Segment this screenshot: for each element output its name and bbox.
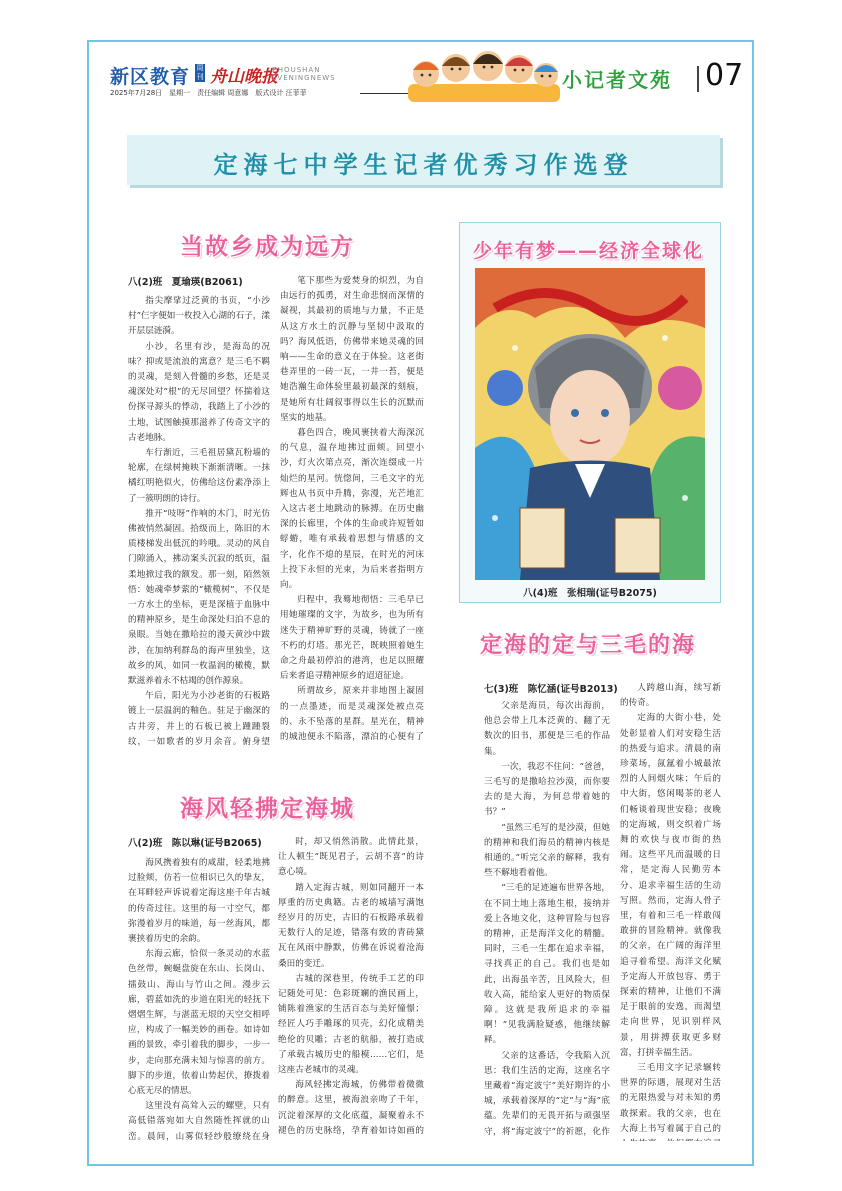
- article2-byline: 八(2)班 陈以琳(证号B2065): [128, 838, 262, 849]
- paragraph: 小沙，名里有沙，是海岛的况味？抑或是流浪的寓意？是三毛不羁的灵魂，是刻入骨髓的乡愁，还是灵魂深处对“根”的无尽回望？怀揣着这份探寻源头的悸动，我踏上了小沙的土地，试图触摸那滋养了传奇文字的古老地脉。: [128, 341, 270, 443]
- paragraph: 所谓故乡，原来并非地图上凝固的一点墨迹，而是灵魂深处被点亮的、永不坠落的星群。星光在，精神的城池便永不陷落，漂泊的心便有了: [280, 686, 424, 743]
- article1-column-1: [128, 294, 270, 746]
- feature-title: 定海七中学生记者优秀习作选登: [213, 151, 634, 179]
- article3-title: 定海的定与三毛的海: [480, 633, 697, 658]
- article2-title: 海风轻拂定海城: [180, 796, 355, 822]
- paragraph: 时，却又悄然消散。此情此景，让人顿生“既见君子，云胡不喜”的诗意心境。: [278, 837, 424, 878]
- paragraph: 古城的深巷里，传统手工艺的印记随处可见：色彩斑斓的渔民画上，铺陈着渔家的生活百态与美好憧憬；经匠人巧手雕琢的贝壳，幻化成精美绝伦的贝雕；古老的航船，被打造成了承载古城历史的船模……它们，是这座古老城市的灵魂。: [278, 973, 424, 1076]
- paragraph: 定海的大街小巷，处处彰显着人们对安稳生活的热爱与追求。清晨的南珍菜场，氤氲着小城最浓烈的人间烟火味；午后的中大街，悠闲喝茶的老人们畅谈着现世安稳；夜晚的定海城，则交织着广场舞的欢快与夜市街的热闹。这些平凡而温暖的日常，是定海人民勤劳本分、追求幸福生活的生动写照。然而，定海人骨子里，有着和三毛一样敢闯敢拼的冒险精神。就像我的父亲，在广阔的海洋里追寻着希望。海洋文化赋予定海人开放包容、勇于探索的精神，让他们不满足于眼前的安逸，而渴望走向世界，见识别样风景，用拼搏获取更多财富，打拼幸福生活。: [620, 713, 721, 1058]
- issue-meta: 2025年7月28日 星期一 责任编辑 周意娜 版式设计 汪菲菲: [110, 89, 307, 97]
- masthead-name: 新区教育: [110, 66, 191, 88]
- paragraph: 父亲是海员，每次出海前，他总会带上几本泛黄的、翻了无数次的旧书，那便是三毛的作品集。: [484, 701, 610, 757]
- article2-column-2: [278, 835, 424, 1135]
- paragraph: 海风携着独有的咸甜，轻柔地拂过脸颊，仿若一位相识已久的挚友，在耳畔轻声诉说着定海这座千年古城的传奇过往。这里的每一寸空气，都弥漫着岁月的味道，每一丝海风，都裹挟着历史的余韵。: [128, 858, 270, 945]
- article1-title: 当故乡成为远方: [180, 234, 355, 260]
- paragraph: 人跨越山海，续写新的传奇。: [620, 683, 721, 709]
- paragraph: 踏入定海古城，则如同翻开一本厚重的历史典籍。古老的城墙写满饱经岁月的历史，古旧的石板路承载着无数行人的足迹，错落有致的青砖黛瓦在风雨中静默，仿佛在诉说着沧海桑田的变迁。: [278, 882, 424, 969]
- article3-column-2: [620, 681, 721, 1141]
- masthead-tag: 周刊: [196, 64, 204, 81]
- student-painting-image: [475, 268, 705, 580]
- article2-column-1: [128, 856, 270, 1144]
- paragraph: 归程中，我蓦地彻悟：三毛早已用她璀璨的文字，为故乡，也为所有迷失于精神旷野的灵魂，铸就了一座不朽的灯塔。那光芒，既映照着她生命之舟最初停泊的港湾，也足以照耀后来者追寻精神原乡的迢迢征途。: [280, 595, 424, 682]
- paragraph: 午后，阳光为小沙老街的石板路镀上一层温润的釉色。驻足于幽深的古井旁，井上的石板已被上踵踵裂纹，一如歌者的岁月余音。俯身望: [128, 691, 270, 746]
- children-cartoon-icon: [404, 44, 564, 104]
- paragraph: “三毛的足迹遍布世界各地，在不同土地上落地生根，接纳并爱上各地文化，这种冒险与包容的精神，正是海洋文化的精髓。同时，三毛一生都在追求幸福，寻找真正的自己。我们也是如此，出海虽辛苦，且风险大，但收入高，能给家人更好的物质保障。这就是我所追求的幸福啊！”见我满脸疑惑，他继续解释。: [484, 883, 610, 1046]
- paragraph: 父亲的这番话，令我陷入沉思：我们生活的定海，这座名字里藏着“海定波宁”美好期许的小城，承载着深厚的“定”与“海”底蕴。先辈们的无畏开拓与顽强坚守，将“海定波宁”的祈愿，化作: [484, 1050, 610, 1137]
- section-separator: [697, 66, 699, 92]
- artwork-caption: 八(4)班 张相瑞(证号B2075): [523, 588, 657, 599]
- paragraph: 笔下那些为爱焚身的炽烈，为自由远行的孤勇，对生命悲悯而深情的凝视，其最初的质地与力量，不正是从这方水土的沉静与坚韧中汲取的吗？海风低语，仿佛带来她灵魂的回响——生命的意义在于体验。这老街巷弄里的一砖一瓦，一井一苔，便是她浩瀚生命体验里最初最深的刻痕，是她所有壮阔叙事得以生长的沉默而坚实的地基。: [280, 276, 424, 423]
- feature-banner: [127, 135, 720, 185]
- article1-column-2: [280, 274, 424, 744]
- paragraph: 这里没有高耸入云的螺壁，只有高低错落宛如大自然随性挥就的山峦。晨间，山雾似轻纱般缭绕在身: [128, 1101, 270, 1142]
- paragraph: 一次，我忍不住问：“爸爸，三毛写的是撒哈拉沙漠，而你要去的是大海，为何总带着她的书？”: [484, 761, 610, 818]
- paragraph: 车行渐近，三毛祖居黛瓦粉墙的轮廓，在绿树掩映下渐渐清晰。一抹橘红明艳似火，仿佛给这份素净添上了一簇明朗的诗行。: [128, 448, 270, 504]
- article3-column-1: [484, 699, 610, 1139]
- paragraph: 推开“吱呀”作响的木门，时光仿佛被悄然凝固。拾级而上，陈旧的木质楼梯发出低沉的吟哦。灵动的风自门隙涌入，拂动案头沉寂的纸页，温柔地掀过我的额发。那一刻，陌然领悟：她魂牵梦萦的“橄榄树”，不仅是一方水土的坐标，更是深植于血脉中的精神原乡，是生命深处归泊不息的泉眼。当她在撒哈拉的漫天黄沙中跋涉，在加纳利群岛的海声里独坐，这故乡的风，如同一枚温润的橄榄，默默滋养着永不枯竭的创作源泉。: [128, 508, 270, 687]
- paragraph: 三毛用文字记录辗转世界的际遇，展现对生活的无限热爱与对未知的勇敢探索。我的父亲，也在大海上书写着属于自己的: [620, 1063, 721, 1134]
- paragraph: “虽然三毛写的是沙漠，但她的精神和我们海员的精神内核是相通的。”听完父亲的解释，我有些不解地看着他。: [484, 822, 610, 879]
- newspaper-logo-en: ZHOUSHAN EVENINGNEWS: [272, 66, 336, 82]
- paragraph: 海风轻拂定海城，仿佛带着微微的醉意。这里，被海浪亲吻了千年，沉淀着深厚的文化底蕴，凝聚着永不褪色的历史脉络，孕育着如诗如画的: [278, 1080, 424, 1135]
- article1-byline: 八(2)班 夏瑜瑛(B2061): [128, 277, 243, 288]
- paragraph: 暮色四合，晚风裹挟着大海深沉的气息，温存地拂过面颊。回望小沙，灯火次第点亮，渐次连缀成一片灿烂的星河。恍惚间，三毛文字的光辉也从书页中升腾，弥漫，光芒地汇入这古老土地跳动的脉搏。在历史幽深的长廊里，个体的生命或许短暂如蜉蝣，唯有承载着思想与情感的文字，化作不熄的星辰，在时光的河床上投下永恒的光束，为后来者指明方向。: [280, 428, 424, 591]
- newspaper-logo: 舟山晚报: [210, 67, 278, 87]
- page-number: 07: [705, 58, 744, 93]
- section-name: 小记者文苑: [562, 68, 672, 92]
- article3-byline: 七(3)班 陈忆涵(证号B2013): [484, 684, 618, 695]
- paragraph: 指尖摩挲过泛黄的书页，“小沙村”仨字便如一枚投入心湖的石子，漾开层层涟漪。: [128, 296, 270, 337]
- artwork-title: 少年有梦——经济全球化: [473, 240, 705, 262]
- paragraph: 东海云廊，恰似一条灵动的水蓝色丝带，蜿蜒盘旋在东山、长岗山、擂鼓山、海山与竹山之间。漫步云廊，碧蓝如洗的步道在阳光的轻抚下熠熠生辉，与湛蓝无垠的天空交相呼应，构成了一幅美妙的画卷。如诗如画的景致，牵引着我的脚步，一步一步，走向那充满未知与惊喜的前方。脚下的步道，依着山势起伏，撩拨着心底无尽的情思。: [128, 949, 270, 1097]
